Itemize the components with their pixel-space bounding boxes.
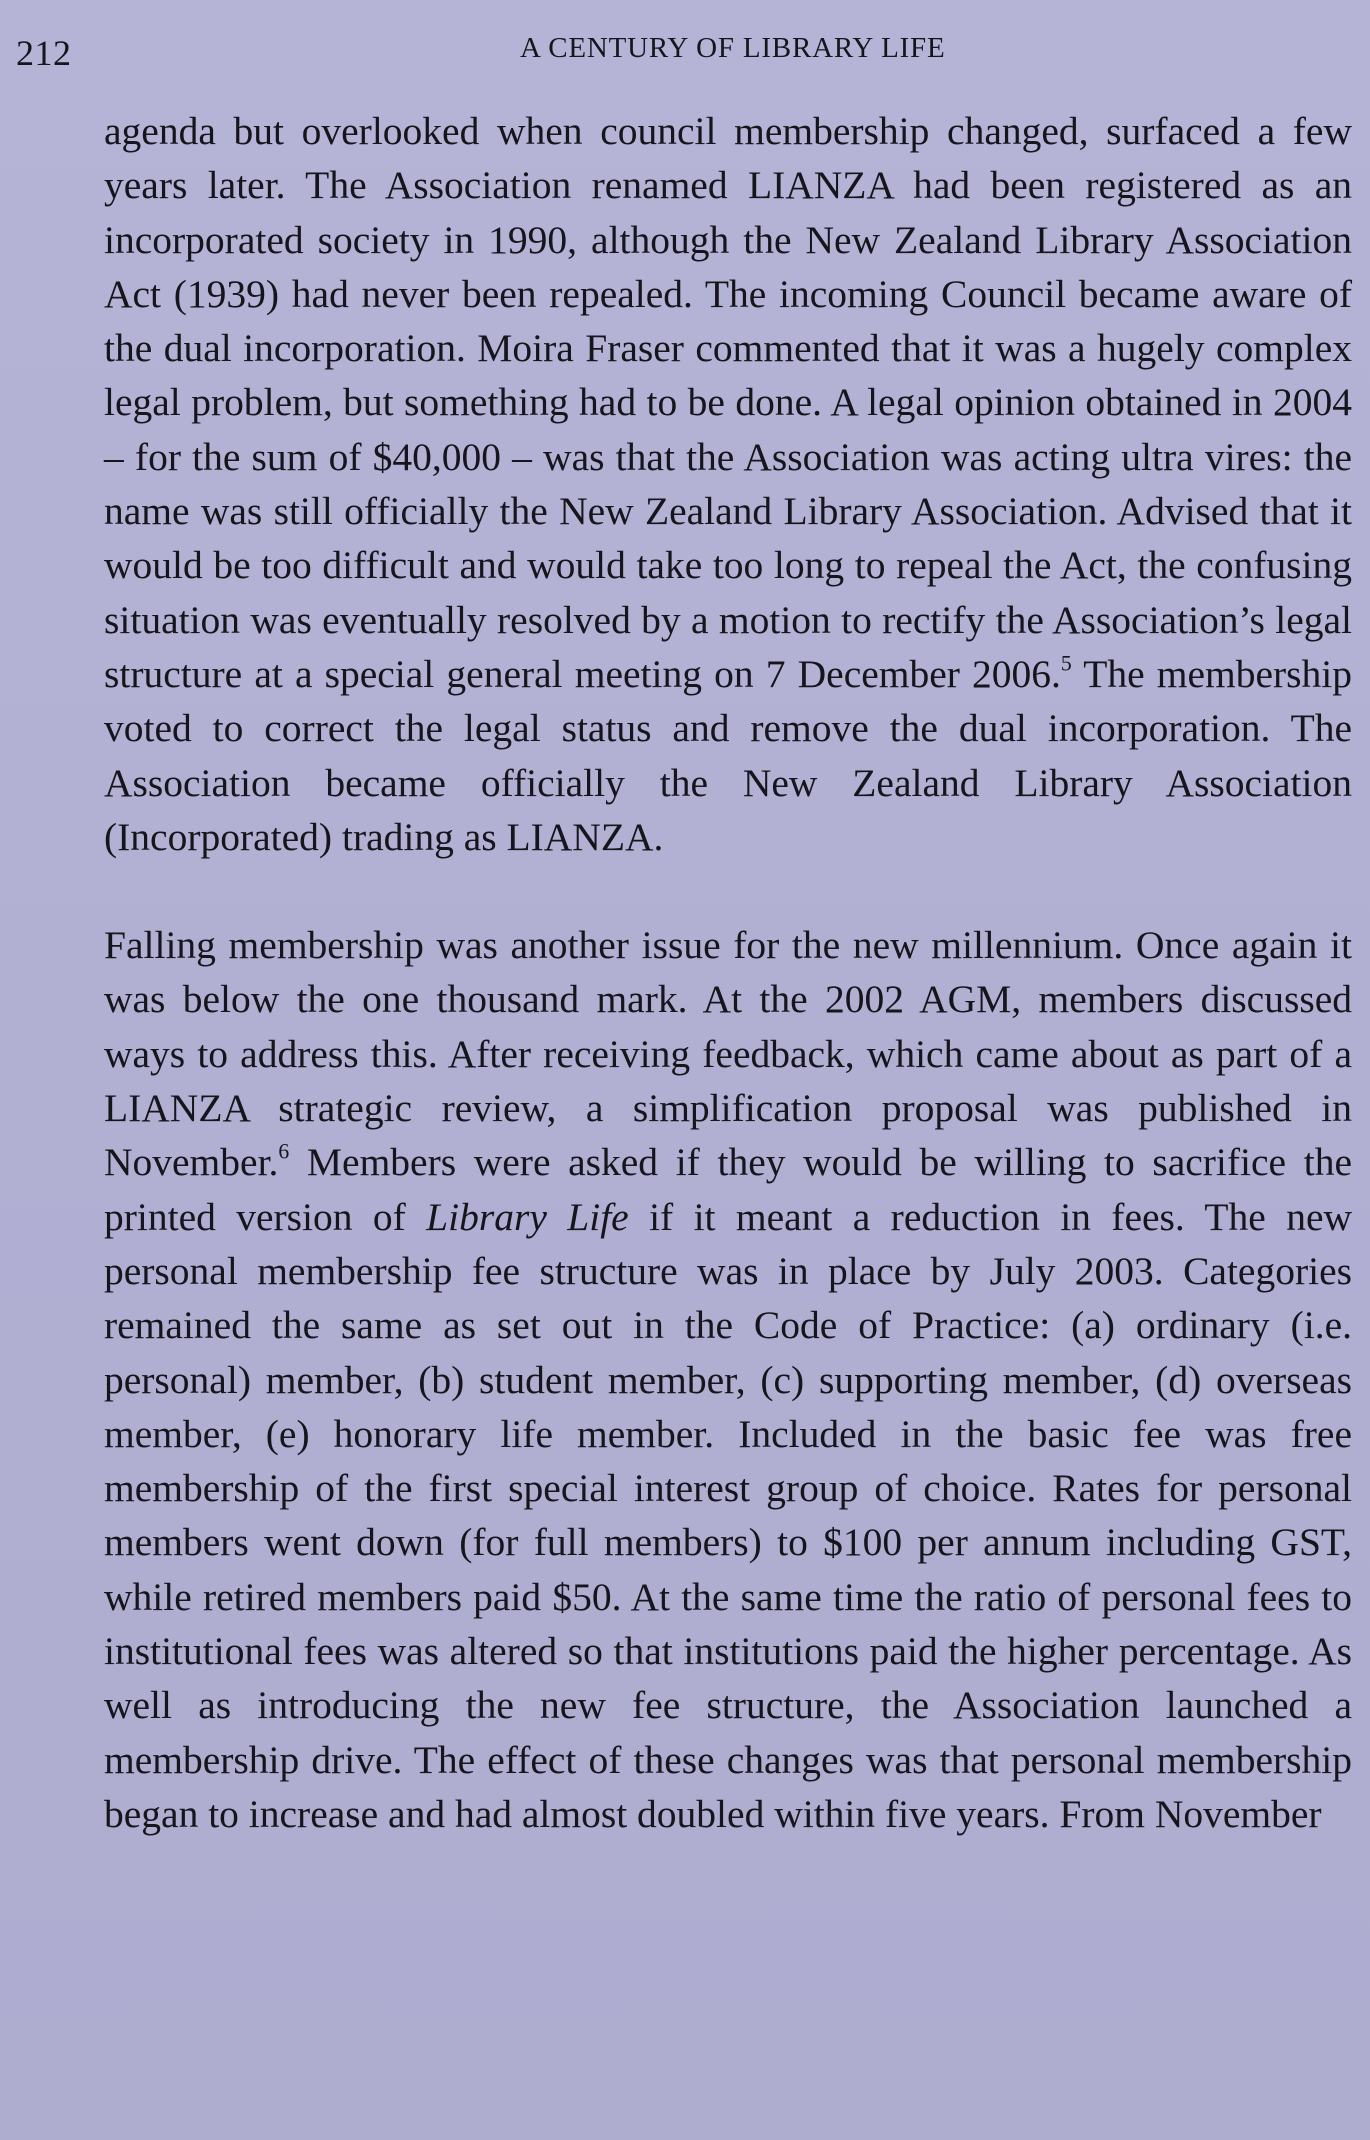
paragraph-text: Falling membership was another issue for the new millennium. Once again it was below the one thousand mark. At the 2002 AGM, members discussed ways to address this. After receiving feedback, which came about as part of a LIANZA strategic review, a simplification proposal was published in November.: [104, 923, 1352, 1185]
paragraph-text: if it meant a reduction in fees. The new personal membership fee structure was in place by July 2003. Categories remained the same as set out in the Code of Practice: (a) ordinary (i.e. personal) member, (b) student member, (c) supporting member, (d) overseas member, (e) honorary life member. Included in the basic fee was free membership of the first special interest group of choice. Rates for personal members went down (for full members) to $100 per annum including GST, while retired members paid $50. At the same time the ratio of personal fees to institutional fees was altered so that institutions paid the higher percentage. As well as introducing the new fee structure, the Association launched a membership drive. The effect of these changes was that personal membership began to increase and had almost doubled within five years. From November: [104, 1194, 1352, 1836]
paragraph-membership: [104, 918, 1352, 1841]
running-head: [0, 26, 1370, 76]
footnote-marker: 5: [1060, 651, 1072, 676]
publication-title: Library Life: [426, 1194, 629, 1239]
paragraph-legal-status: [104, 104, 1352, 864]
body-text: [104, 104, 1352, 1841]
paragraph-text: agenda but overlooked when council membership changed, surfaced a few years later. The Association renamed LIANZA had been registered as an incorporated society in 1990, although the New Zealand Library Association Act (1939) had never been repealed. The incoming Council became aware of the dual incorporation. Moira Fraser commented that it was a hugely complex legal problem, but something had to be done. A legal opinion obtained in 2004 – for the sum of $40,000 – was that the Association was acting ultra vires: the name was still officially the New Zealand Library Association. Advised that it would be too difficult and would take too long to repeal the Act, the confusing situation was eventually resolved by a motion to rectify the Association’s legal structure at a special general meeting on 7 December 2006.: [104, 109, 1352, 696]
paragraph-text: Members were asked if they would be willing to sacrifice the printed version of: [104, 1140, 1352, 1239]
footnote-marker: 6: [278, 1140, 290, 1165]
paragraph-text: The membership voted to correct the legal status and remove the dual incorporation. The Association became officially the New Zealand Library Association (Incorporated) trading as LIANZA.: [104, 651, 1352, 859]
page-number: 212: [16, 33, 72, 73]
running-title: A CENTURY OF LIBRARY LIFE: [520, 32, 946, 64]
